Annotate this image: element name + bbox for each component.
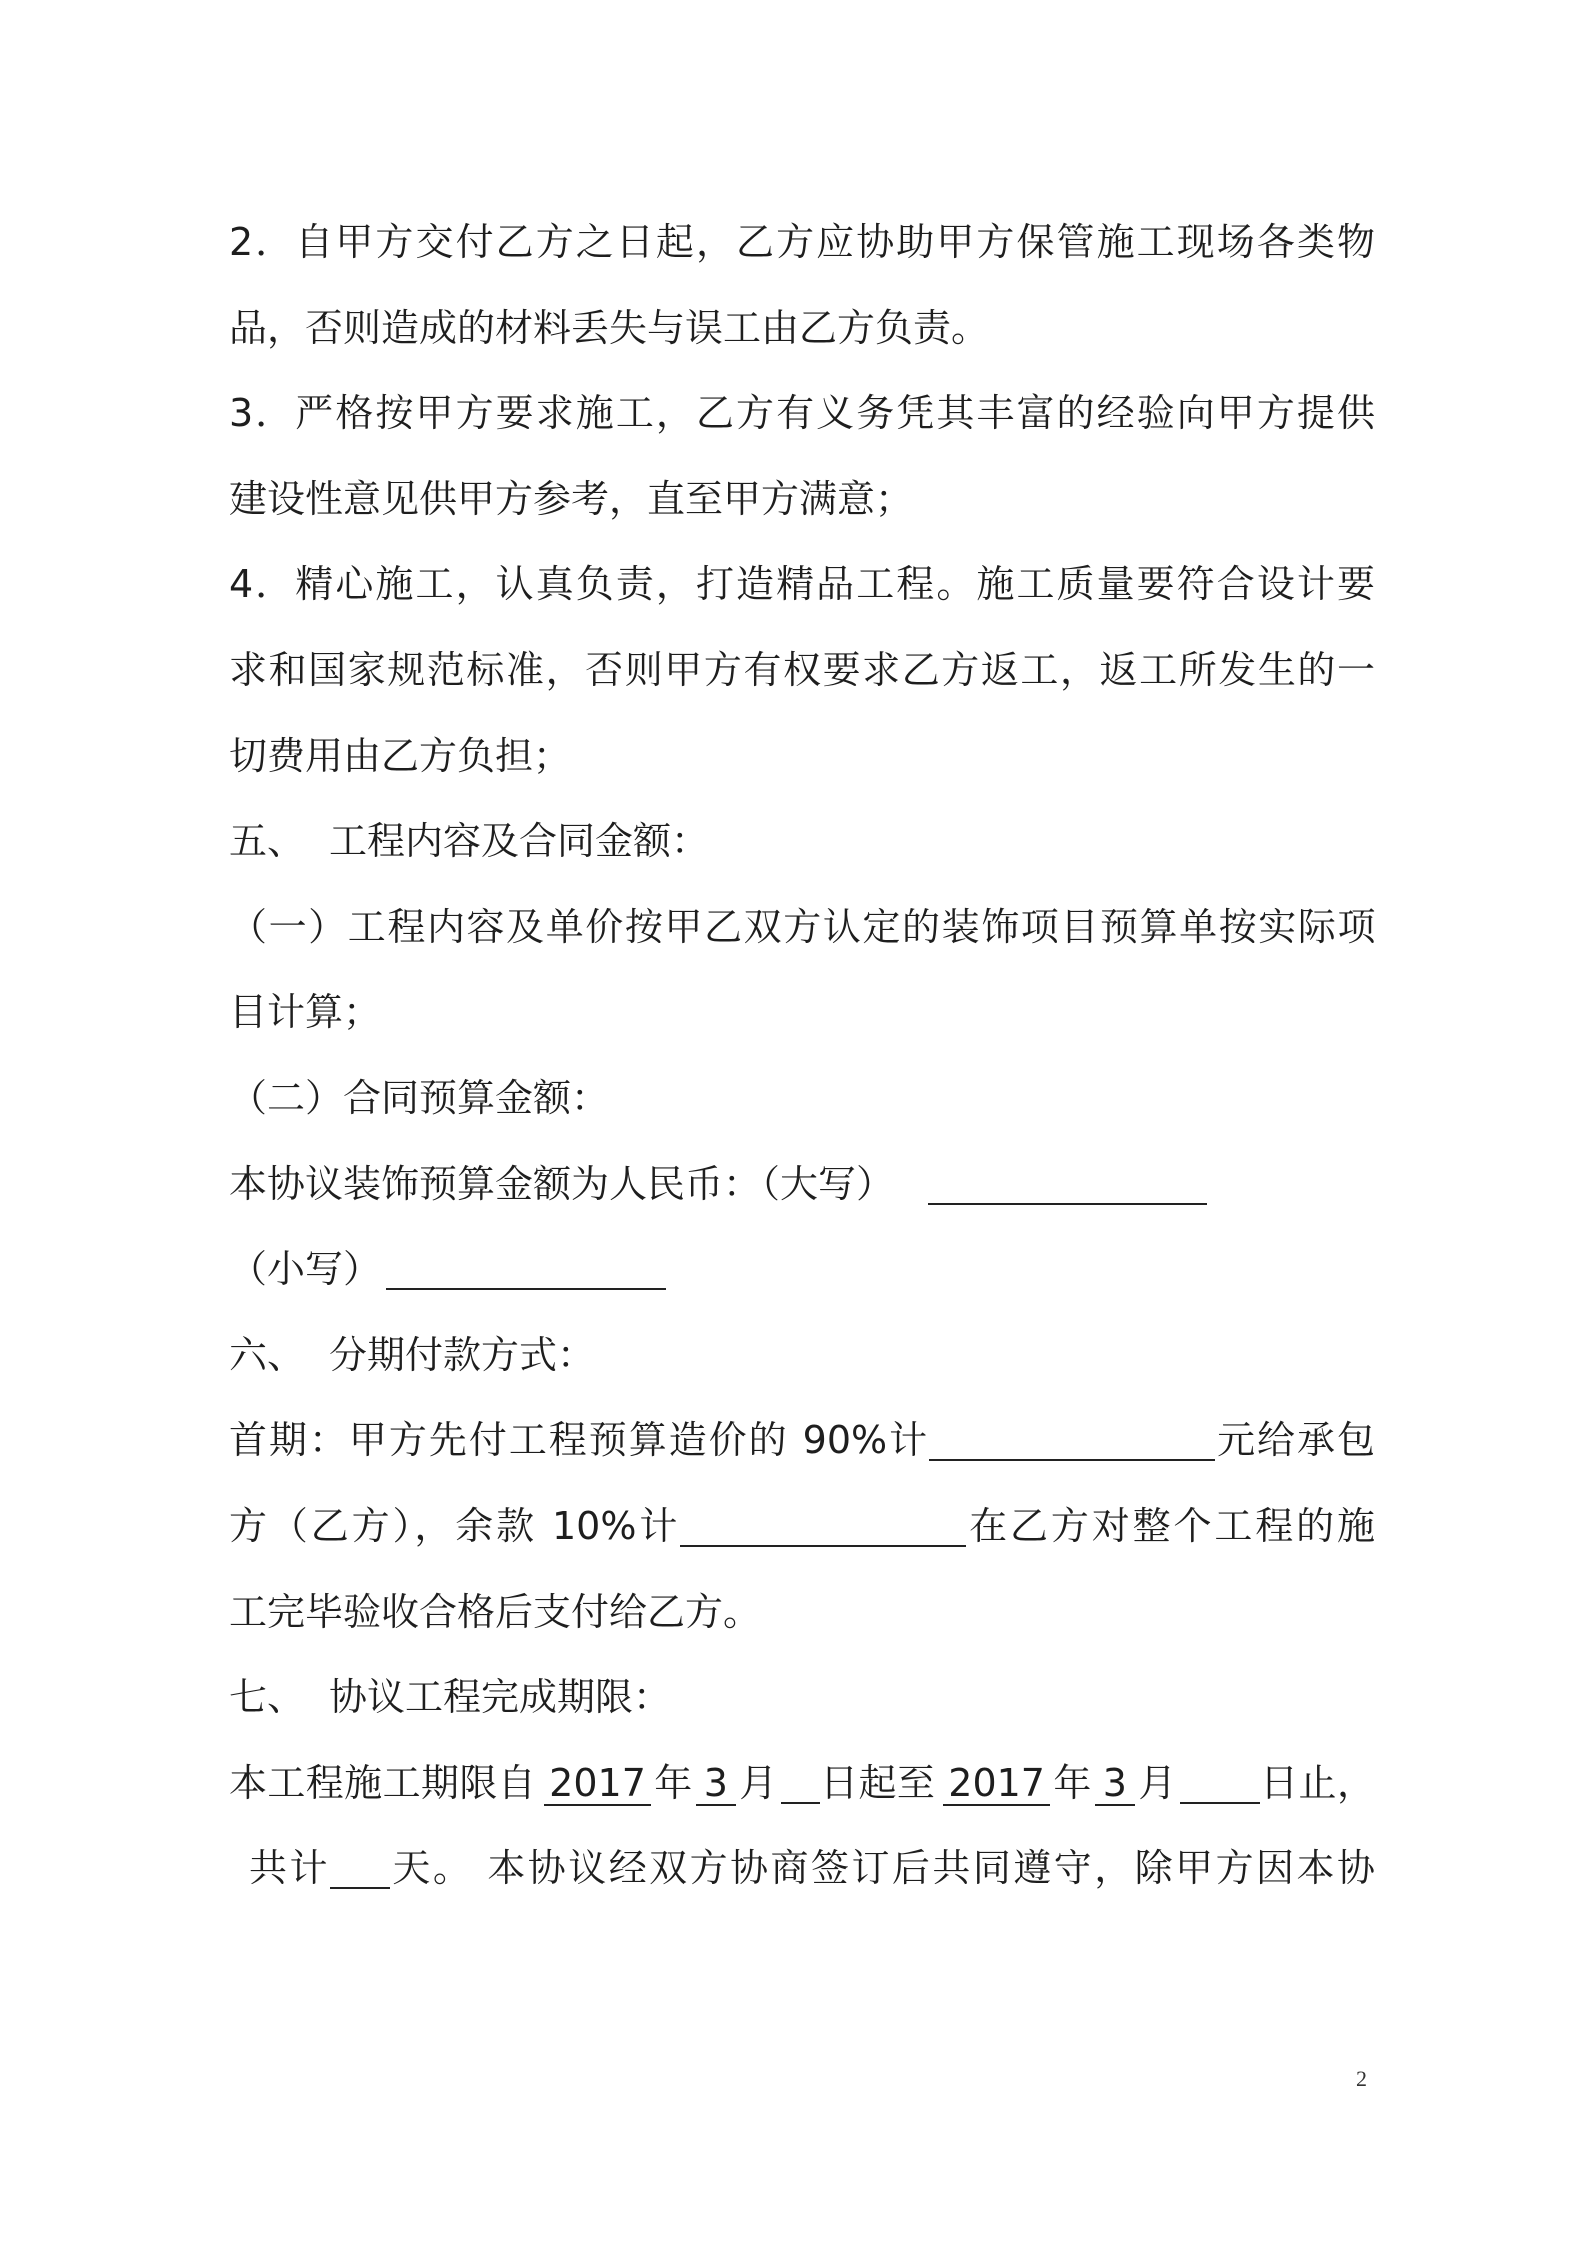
- end-month-value: 3: [1095, 1764, 1135, 1806]
- clause-2-line-1: 2．自甲方交付乙方之日起，乙方应协助甲方保管施工现场各类物: [229, 220, 1375, 264]
- end-day-blank: [1180, 1772, 1260, 1804]
- first-payment-blank: [929, 1429, 1215, 1461]
- end-suffix: 日止，: [1259, 1760, 1375, 1805]
- section-7-title: 协议工程完成期限：: [329, 1675, 672, 1720]
- clause-4-line-2: 求和国家规范标准，否则甲方有权要求乙方返工，返工所发生的一: [229, 647, 1375, 692]
- amount-words-blank: [928, 1173, 1207, 1205]
- amount-figures-label: （小写）: [229, 1247, 382, 1292]
- total-suffix: 天。: [389, 1846, 474, 1891]
- balance-payment-line: [229, 1484, 1375, 1570]
- section-6-title: 分期付款方式：: [329, 1332, 596, 1377]
- clause-3-line-2: 建设性意见供甲方参考，直至甲方满意；: [229, 476, 914, 521]
- period-prefix: 本工程施工期限自: [229, 1760, 537, 1805]
- agreement-continuation: 本协议经双方协商签订后共同遵守，除甲方因本协: [487, 1846, 1375, 1891]
- balance-payment-blank: [680, 1515, 966, 1547]
- section-5-title: 工程内容及合同金额：: [329, 819, 710, 864]
- clause-4-line-3: 切费用由乙方负担；: [229, 733, 572, 778]
- page-body: [229, 200, 1375, 1912]
- clause-3-line-1: 3．严格按甲方要求施工，乙方有义务凭其丰富的经验向甲方提供: [229, 391, 1375, 436]
- section-5-item-1-line-1: （一）工程内容及单价按甲乙双方认定的装饰项目预算单按实际项: [229, 904, 1375, 949]
- amount-words-line: [229, 1142, 1375, 1228]
- balance-payment-text-after: 在乙方对整个工程的施: [966, 1503, 1375, 1548]
- construction-period-line: [229, 1741, 1375, 1827]
- section-5-number: 五、: [229, 819, 306, 864]
- section-6-heading: [229, 1313, 1375, 1399]
- first-payment-text: 首期：甲方先付工程预算造价的 90%计: [229, 1418, 930, 1463]
- end-year-value: 2017: [943, 1764, 1050, 1806]
- section-6-number: 六、: [229, 1332, 306, 1377]
- total-days-line: [229, 1826, 1375, 1912]
- page-number: 2: [1356, 2066, 1367, 2091]
- section-7-heading: [229, 1655, 1375, 1741]
- start-suffix: 日起至: [819, 1760, 936, 1805]
- amount-figures-blank: [386, 1258, 666, 1290]
- start-month-value: 3: [696, 1764, 736, 1806]
- section-6-line-3: 工完毕验收合格后支付给乙方。: [229, 1589, 762, 1634]
- section-7-number: 七、: [229, 1675, 306, 1720]
- section-5-item-1-line-2: 目计算；: [229, 990, 382, 1035]
- clause-4-line-1: 4．精心施工，认真负责，打造精品工程。施工质量要符合设计要: [229, 562, 1375, 607]
- start-year-value: 2017: [544, 1764, 651, 1806]
- first-payment-text-after: 元给承包: [1215, 1418, 1375, 1463]
- end-year-unit: 年: [1052, 1760, 1092, 1805]
- clause-2-line-2: 品，否则造成的材料丢失与误工由乙方负责。: [229, 305, 990, 350]
- amount-figures-line: [229, 1227, 1375, 1313]
- balance-payment-text: 方（乙方），余款 10%计: [229, 1503, 681, 1548]
- start-day-blank: [781, 1772, 820, 1804]
- first-payment-line: [229, 1398, 1375, 1484]
- end-month-unit: 月: [1137, 1760, 1177, 1805]
- total-days-blank: [330, 1857, 390, 1889]
- start-year-unit: 年: [653, 1760, 693, 1805]
- amount-words-label: 本协议装饰预算金额为人民币：（大写）: [229, 1161, 895, 1206]
- section-5-heading: [229, 799, 1375, 885]
- section-5-item-2-heading: （二）合同预算金额：: [229, 1075, 610, 1120]
- start-month-unit: 月: [738, 1760, 778, 1805]
- total-prefix: 共计: [249, 1846, 330, 1891]
